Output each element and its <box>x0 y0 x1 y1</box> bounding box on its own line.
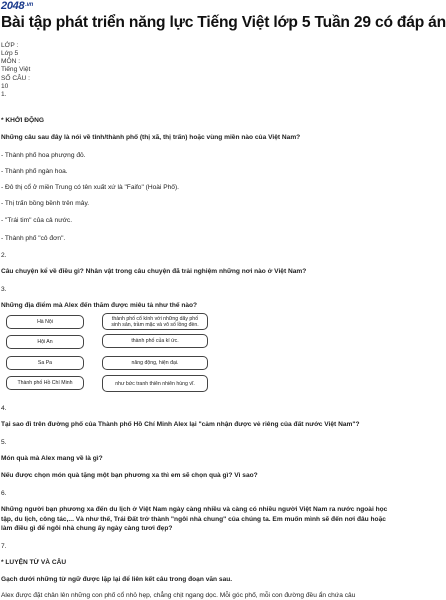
list-item: - Đô thị cổ ở miền Trung có tên xuất xứ là "Faifo" (Hoài Phố). <box>1 184 179 191</box>
question-2-text: Câu chuyện kể về điều gì? Nhân vật trong câu chuyện đã trải nghiệm những nơi nào ở Việt Nam? <box>1 268 307 275</box>
match-right-2[interactable]: thành phố của kí ức. <box>102 334 208 348</box>
question-number-7: 7. <box>1 543 7 550</box>
question-number-1: 1. <box>1 90 7 98</box>
match-right-1[interactable]: thành phố cổ kính với những dãy phố sinh sản, trầm mặc và vô số lồng đèn. <box>102 313 208 330</box>
list-item: - Thành phố hoa phượng đỏ. <box>1 152 86 159</box>
meta-subject-label: MÔN : <box>1 58 21 66</box>
match-right-3[interactable]: năng động, hiện đại. <box>102 356 208 370</box>
question-5-subtext: Nếu được chọn món quà tặng một bạn phương xa thì em sẽ chọn quà gì? Vì sao? <box>1 472 258 479</box>
question-4-text: Tại sao đi trên đường phố của Thành phố Hồ Chí Minh Alex lại "cảm nhận được vẻ riêng của đất nước Việt Nam"? <box>1 421 360 428</box>
match-left-hcmc[interactable]: Thành phố Hồ Chí Minh <box>6 376 84 390</box>
meta-class-value: Lớp 5 <box>1 50 19 58</box>
question-number-4: 4. <box>1 405 7 412</box>
question-5-text: Món quà mà Alex mang về là gì? <box>1 455 103 462</box>
page-title: Bài tập phát triển năng lực Tiếng Việt lớp 5 Tuần 29 có đáp án <box>1 14 446 31</box>
question-number-3: 3. <box>1 286 7 293</box>
question-number-6: 6. <box>1 490 7 497</box>
meta-block <box>1 42 30 99</box>
list-item: - Thành phố "cô đơn". <box>1 235 66 242</box>
question-1-text: Những câu sau đây là nói về tỉnh/thành phố (thị xã, thị trấn) hoặc vùng miền nào của Việt Nam? <box>1 134 301 141</box>
meta-subject-value: Tiếng Việt <box>1 66 31 74</box>
question-6-text: Những người bạn phương xa đến du lịch ở Việt Nam ngày càng nhiều và càng có nhiều người Việt Nam ra nước ngoài học tập, du lịch, công tác,... Và như thế, Trái Đất trở thành "ngôi nhà chung" của chúng ta. Em muốn mình sẽ đến nơi đâu hoặc làm điều gì để ngôi nhà chung ấy ngày càng tươi đẹp? <box>1 506 388 532</box>
question-7-text: Gạch dưới những từ ngữ được lặp lại để liên kết câu trong đoạn văn sau. <box>1 576 233 583</box>
question-number-5: 5. <box>1 439 7 446</box>
site-logo[interactable]: $2048^{.vn}$ <box>1 0 34 12</box>
question-3-text: Những địa điểm mà Alex đến thăm được miêu tả như thế nào? <box>1 302 198 309</box>
section-heading-warmup: * KHỞI ĐỘNG <box>1 117 44 124</box>
section-heading-vocab: * LUYỆN TỪ VÀ CÂU <box>1 559 67 566</box>
match-left-hanoi[interactable]: Hà Nội <box>6 315 84 329</box>
list-item: - Thị trấn bồng bềnh trên mây. <box>1 200 90 207</box>
match-left-sapa[interactable]: Sa Pa <box>6 356 84 370</box>
question-number-2: 2. <box>1 252 7 259</box>
list-item: - "Trái tim" của cả nước. <box>1 217 73 224</box>
match-right-4[interactable]: như bức tranh thiên nhiên hùng vĩ. <box>102 375 208 392</box>
question-7-passage: Alex được đặt chân lên những con phố cổ nhỏ hẹp, chẳng chịt ngang dọc. Mỗi góc phố, mỗi con đường đều ẩn chứa câu <box>1 592 356 599</box>
meta-count-label: SỐ CÂU : <box>1 74 30 82</box>
meta-class-label: LỚP : <box>1 42 19 49</box>
meta-count-value: 10 <box>1 82 9 90</box>
match-left-hoian[interactable]: Hội An <box>6 335 84 349</box>
list-item: - Thành phố ngàn hoa. <box>1 168 68 175</box>
